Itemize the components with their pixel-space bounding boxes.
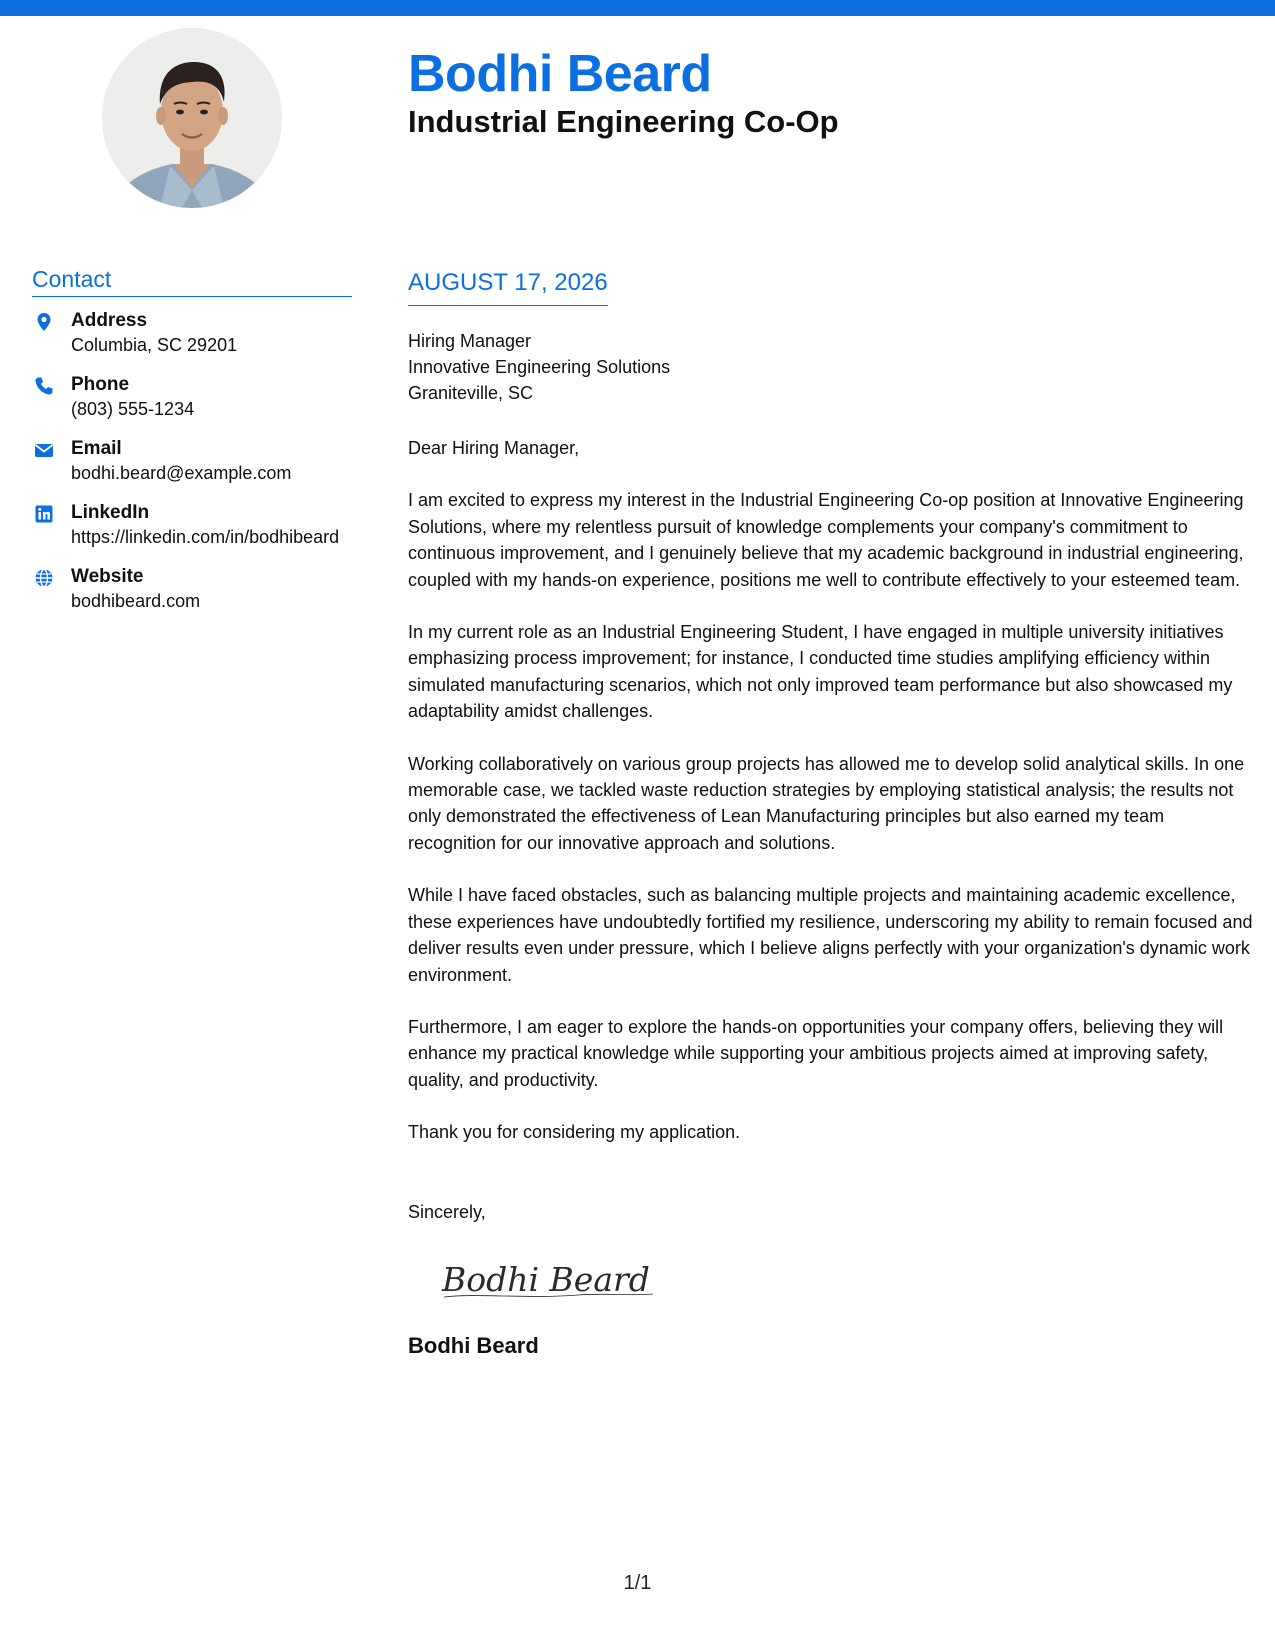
avatar	[102, 28, 282, 208]
website-label: Website	[71, 566, 144, 587]
recipient-block	[408, 328, 1253, 406]
contact-sidebar	[32, 264, 352, 629]
contact-item-website	[32, 565, 352, 613]
body-paragraph: Thank you for considering my application.	[408, 1122, 741, 1143]
contact-item-address	[32, 309, 352, 357]
salutation: Dear Hiring Manager,	[408, 438, 580, 458]
contact-heading: Contact	[32, 264, 352, 297]
body-paragraph: Working collaboratively on various group projects has allowed me to develop solid analytical skills. In one memorable case, we tackled waste reduction strategies by employing statistical analysis; the results not only demonstrated the effectiveness of Lean Manufacturing principles but also earned my team recognition for our innovative approach and solutions.	[408, 753, 1245, 853]
top-accent-bar	[0, 0, 1275, 16]
map-pin-icon	[34, 312, 54, 332]
recipient-line: Graniteville, SC	[408, 383, 534, 403]
body-paragraph: I am excited to express my interest in the Industrial Engineering Co-op position at Innovative Engineering Solutions, where my relentless pursuit of knowledge complements your company's commitment to continuous improvement, and I genuinely believe that my academic background in industrial engineering, coupled with my hands-on experience, positions me well to contribute effectively to your esteemed team.	[408, 490, 1244, 590]
page-number: 1/1	[623, 1572, 652, 1594]
address-value: Columbia, SC 29201	[71, 335, 238, 355]
letter-date: AUGUST 17, 2026	[408, 266, 608, 306]
email-icon	[34, 440, 54, 460]
body-paragraph: Furthermore, I am eager to explore the hands-on opportunities your company offers, believing they will enhance my practical knowledge while supporting your ambitious projects aimed at improving safety, quality, and productivity.	[408, 1016, 1224, 1090]
email-value[interactable]: bodhi.beard@example.com	[71, 463, 292, 483]
contact-item-phone	[32, 373, 352, 421]
job-title: Industrial Engineering Co-Op	[408, 104, 839, 139]
contact-item-linkedin	[32, 501, 352, 549]
globe-icon	[34, 568, 54, 588]
address-label: Address	[71, 310, 148, 331]
applicant-name: Bodhi Beard	[408, 45, 712, 103]
linkedin-icon	[34, 504, 54, 524]
phone-icon	[34, 376, 54, 396]
closing: Sincerely,	[408, 1201, 486, 1222]
contact-item-email	[32, 437, 352, 485]
linkedin-label: LinkedIn	[71, 502, 150, 523]
phone-value[interactable]: (803) 555-1234	[71, 399, 195, 419]
letter-body	[408, 266, 1253, 1361]
email-label: Email	[71, 438, 122, 459]
signature-text: Bodhi Beard	[442, 1259, 650, 1299]
handwritten-signature	[438, 1253, 1253, 1307]
body-paragraph: In my current role as an Industrial Engineering Student, I have engaged in multiple university initiatives emphasizing process improvement; for instance, I conducted time studies amplifying efficiency within simulated manufacturing scenarios, which not only improved team performance but also showcased my adaptability amidst challenges.	[408, 622, 1233, 722]
phone-label: Phone	[71, 374, 130, 395]
signed-name: Bodhi Beard	[408, 1332, 539, 1358]
body-paragraph: While I have faced obstacles, such as balancing multiple projects and maintaining academic excellence, these experiences have undoubtedly fortified my resilience, underscoring my ability to remain focused and deliver results even under pressure, which I believe aligns perfectly with your organization's dynamic work environment.	[408, 885, 1253, 985]
profile-photo	[102, 28, 282, 208]
recipient-line: Innovative Engineering Solutions	[408, 357, 671, 377]
recipient-line: Hiring Manager	[408, 331, 532, 351]
website-value[interactable]: bodhibeard.com	[71, 591, 201, 611]
signature-image	[438, 1253, 668, 1307]
linkedin-value[interactable]: https://linkedin.com/in/bodhibeard	[71, 527, 340, 547]
